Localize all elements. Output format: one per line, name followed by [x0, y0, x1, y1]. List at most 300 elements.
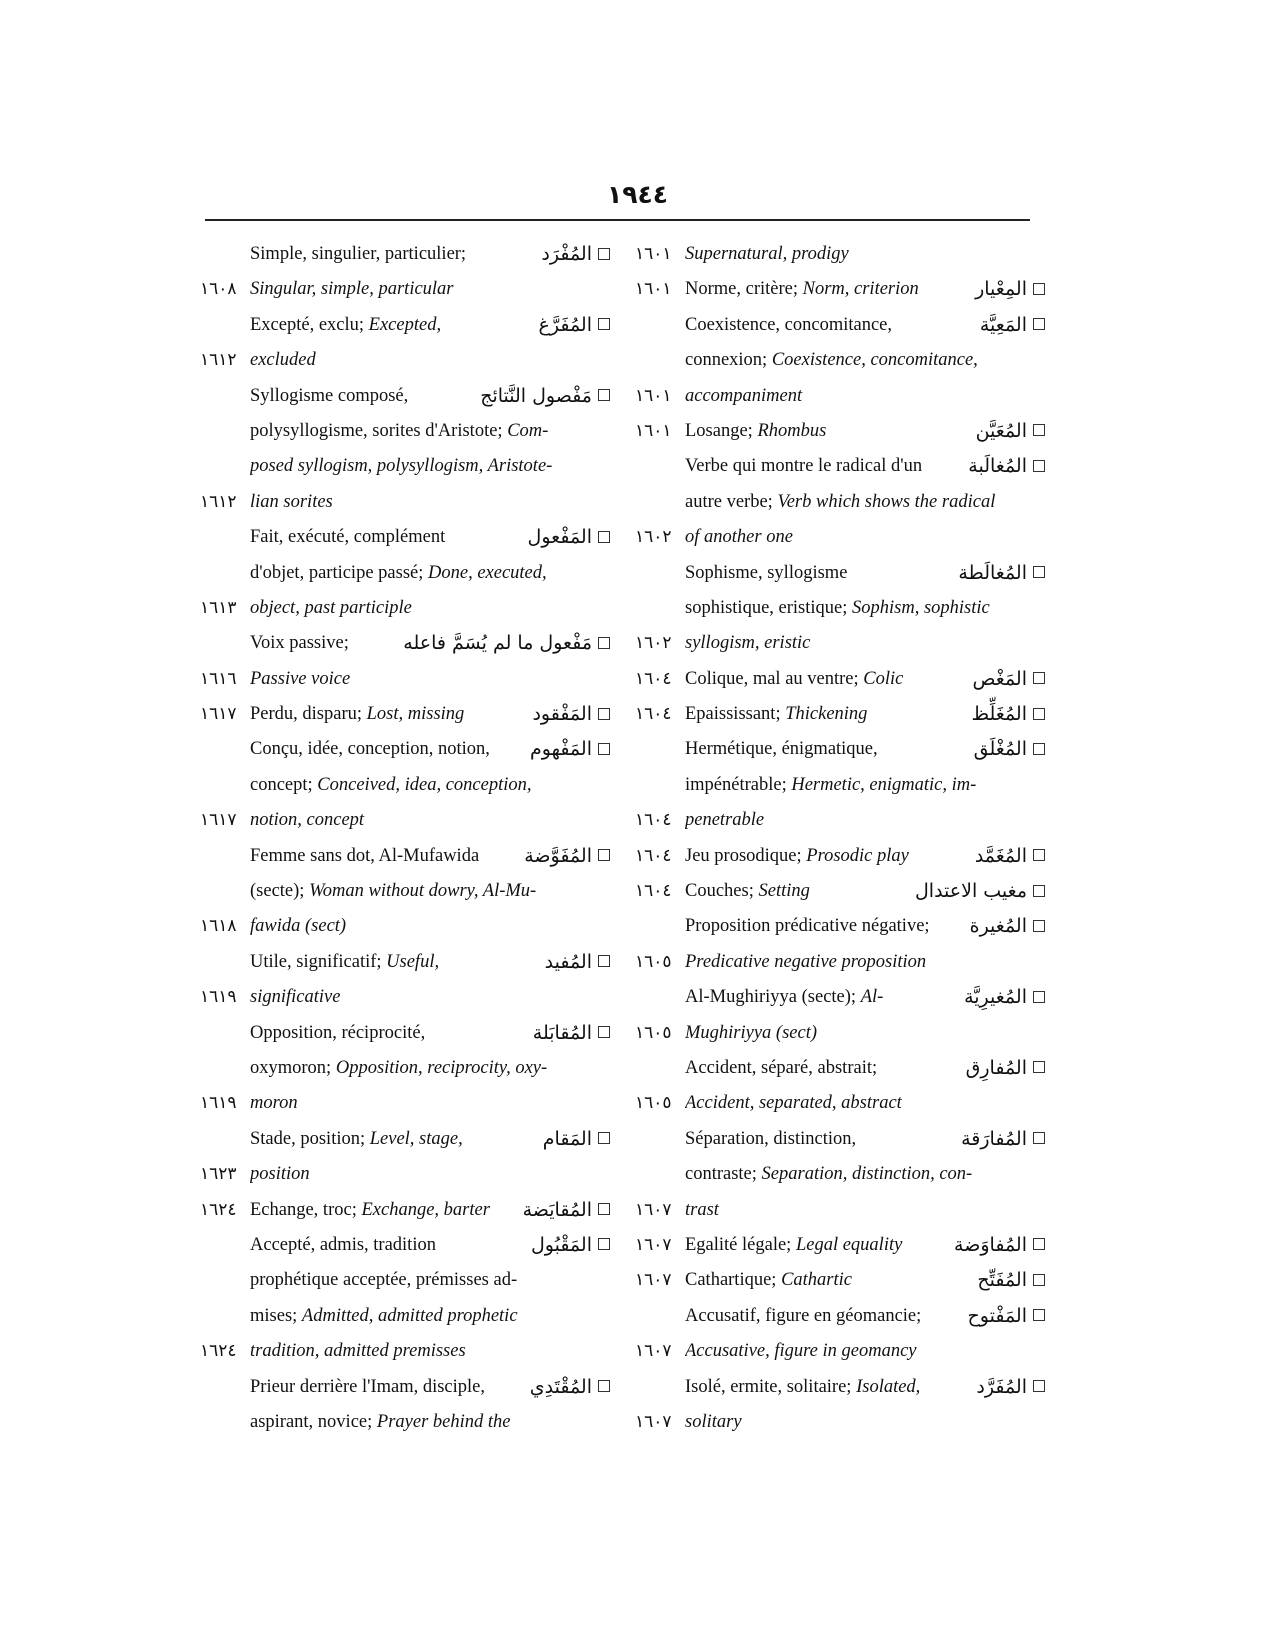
entry-line	[200, 556, 610, 591]
french-gloss: impénétrable;	[685, 774, 792, 795]
french-gloss: Jeu prosodique;	[685, 845, 807, 866]
entry-line	[635, 591, 1045, 626]
entry-bullet-icon	[598, 1380, 610, 1392]
entry-bullet-icon	[598, 708, 610, 720]
entry-text	[685, 414, 1000, 449]
entry-bullet-icon	[1033, 1274, 1045, 1286]
arabic-headword	[530, 732, 610, 767]
arabic-headword	[974, 732, 1045, 767]
english-gloss: Level, stage,	[369, 1128, 463, 1149]
reference-number: ١٦٠٧	[635, 1341, 672, 1362]
french-gloss: Stade, position;	[250, 1128, 370, 1149]
reference-number: ١٦١٦	[200, 668, 237, 689]
entry-line	[200, 591, 610, 626]
entry-line	[635, 1122, 1045, 1157]
arabic-term: مَفْعول ما لم يُسَمَّ فاعله	[403, 632, 592, 655]
reference-number: ١٦٠٥	[635, 951, 672, 972]
reference-number: ١٦٠٥	[635, 1093, 672, 1114]
french-gloss: Isolé, ermite, solitaire;	[685, 1376, 857, 1397]
entry-line	[635, 1263, 1045, 1298]
entry-text	[685, 308, 1000, 343]
english-gloss: Isolated,	[856, 1376, 921, 1397]
french-gloss: connexion;	[685, 350, 772, 371]
english-gloss: posed syllogism, polysyllogism, Aristote-	[250, 456, 553, 477]
english-gloss: Passive voice	[250, 668, 351, 689]
entry-line	[200, 379, 610, 414]
entry-text	[685, 237, 1035, 272]
arabic-headword	[539, 308, 610, 343]
entry-text	[250, 839, 565, 874]
entry-text	[685, 1228, 1000, 1263]
english-gloss: Sophism, sophistic	[852, 597, 990, 618]
english-gloss: Conceived, idea, conception,	[317, 774, 532, 795]
english-gloss: Exchange, barter	[361, 1199, 490, 1220]
entry-text	[685, 272, 1000, 307]
arabic-headword	[973, 662, 1046, 697]
french-gloss: Opposition, réciprocité,	[250, 1022, 426, 1043]
entry-line	[200, 803, 610, 838]
arabic-headword	[971, 697, 1045, 732]
arabic-headword	[524, 839, 610, 874]
arabic-headword	[976, 1370, 1045, 1405]
entry-text	[685, 1193, 1035, 1228]
entry-text	[250, 1051, 600, 1086]
entry-bullet-icon	[598, 637, 610, 649]
french-gloss: Simple, singulier, particulier;	[250, 244, 467, 264]
entry-line	[200, 1122, 610, 1157]
entry-bullet-icon	[598, 1132, 610, 1144]
entry-bullet-icon	[1033, 318, 1045, 330]
entry-text	[250, 1157, 600, 1192]
entry-line	[200, 1405, 610, 1440]
entry-text	[685, 1405, 1035, 1440]
english-gloss: Cathartic	[781, 1270, 852, 1291]
entry-line	[200, 697, 610, 732]
french-gloss: sophistique, eristique;	[685, 597, 852, 618]
arabic-term: المَفْقود	[532, 703, 592, 726]
entry-text	[685, 343, 1035, 378]
french-gloss: (secte);	[250, 881, 310, 902]
entry-text	[250, 980, 600, 1015]
english-gloss: Separation, distinction, con-	[761, 1164, 973, 1185]
entry-line	[635, 343, 1045, 378]
entry-line	[200, 626, 610, 661]
entry-bullet-icon	[598, 955, 610, 967]
english-gloss: Done, executed,	[428, 562, 547, 583]
entry-text	[250, 909, 600, 944]
entry-text	[250, 1370, 565, 1405]
english-gloss: Mughiriyya (sect)	[685, 1022, 818, 1043]
reference-number: ١٦٠٧	[635, 1199, 672, 1220]
entry-bullet-icon	[598, 1203, 610, 1215]
reference-number: ١٦٠١	[635, 420, 672, 441]
arabic-term: المُقْتَدِي	[529, 1375, 592, 1398]
entry-text	[250, 1193, 565, 1228]
entry-text	[685, 839, 1000, 874]
french-gloss: Coexistence, concomitance,	[685, 314, 893, 335]
entry-text	[685, 1299, 1000, 1334]
entry-bullet-icon	[1033, 1238, 1045, 1250]
arabic-term: المُغالَبة	[968, 455, 1027, 478]
arabic-term: المَقام	[542, 1127, 592, 1150]
entry-text	[685, 732, 1000, 767]
entry-text	[685, 1086, 1035, 1121]
english-gloss: lian sorites	[250, 491, 333, 512]
entry-text	[685, 803, 1035, 838]
entry-line	[200, 1193, 610, 1228]
french-gloss: Proposition prédicative négative;	[685, 916, 930, 937]
entry-line	[200, 1051, 610, 1086]
entry-line	[200, 980, 610, 1015]
entry-line	[635, 308, 1045, 343]
english-gloss: Hermetic, enigmatic, im-	[791, 774, 977, 795]
reference-number: ١٦٠٥	[635, 1022, 672, 1043]
french-gloss: Echange, troc;	[250, 1199, 362, 1220]
reference-number: ١٦١٢	[200, 491, 237, 512]
french-gloss: Excepté, exclu;	[250, 314, 369, 335]
entry-line	[635, 1051, 1045, 1086]
entry-text	[250, 803, 600, 838]
arabic-term: المُغيرِيَّة	[964, 986, 1027, 1009]
entry-line	[635, 1405, 1045, 1440]
entry-bullet-icon	[1033, 1061, 1045, 1073]
reference-number: ١٦٠٤	[635, 810, 672, 831]
entry-text	[250, 874, 600, 909]
reference-number: ١٦١٧	[200, 704, 237, 725]
entry-line	[200, 1370, 610, 1405]
arabic-headword	[954, 1228, 1045, 1263]
english-gloss: accompaniment	[685, 385, 803, 406]
entry-line	[200, 1086, 610, 1121]
arabic-term: مَفْصول النَّتائج	[480, 384, 592, 407]
english-gloss: Supernatural, prodigy	[685, 244, 849, 264]
entry-line	[635, 662, 1045, 697]
reference-number: ١٦٠٧	[635, 1234, 672, 1255]
french-gloss: Verbe qui montre le radical d'un	[685, 456, 923, 477]
entry-text	[685, 556, 1000, 591]
arabic-headword	[915, 874, 1045, 909]
arabic-term: المَفْهوم	[529, 738, 592, 761]
french-gloss: Prieur derrière l'Imam, disciple,	[250, 1376, 486, 1397]
french-gloss: Norme, critère;	[685, 279, 803, 300]
arabic-headword	[523, 1193, 610, 1228]
english-gloss: Rhombus	[757, 420, 827, 441]
entry-text	[685, 1122, 1000, 1157]
entry-text	[685, 449, 1000, 484]
entry-line	[200, 945, 610, 980]
entry-text	[685, 909, 1000, 944]
entry-bullet-icon	[598, 531, 610, 543]
arabic-term: المَفْعول	[527, 526, 592, 549]
entry-line	[200, 1299, 610, 1334]
arabic-headword	[968, 1299, 1045, 1334]
arabic-term: المَفْتوح	[967, 1304, 1027, 1327]
french-gloss: Hermétique, énigmatique,	[685, 739, 878, 760]
entry-line	[635, 485, 1045, 520]
english-gloss: Singular, simple, particular	[250, 279, 454, 300]
english-gloss: object, past participle	[250, 597, 412, 618]
arabic-headword	[533, 1016, 610, 1051]
entry-text	[685, 485, 1035, 520]
reference-number: ١٦١٢	[200, 350, 237, 371]
entry-text	[250, 1228, 565, 1263]
english-gloss: penetrable	[685, 810, 765, 831]
french-gloss: Epaississant;	[685, 704, 786, 725]
entry-text	[685, 768, 1035, 803]
reference-number: ١٦٠٢	[635, 527, 672, 548]
english-gloss: Com-	[507, 420, 549, 441]
french-gloss: Syllogisme composé,	[250, 385, 409, 406]
reference-number: ١٦١٩	[200, 987, 237, 1008]
reference-number: ١٦٠١	[635, 385, 672, 406]
arabic-headword	[961, 1122, 1045, 1157]
arabic-term: مغيب الاعتدال	[914, 880, 1027, 903]
entry-line	[200, 449, 610, 484]
entry-bullet-icon	[598, 389, 610, 401]
entry-text	[685, 1016, 1035, 1051]
french-gloss: concept;	[250, 774, 318, 795]
entry-text	[250, 485, 600, 520]
arabic-headword	[958, 556, 1045, 591]
left-column	[200, 237, 610, 1440]
entry-text	[685, 1051, 1000, 1086]
entry-text	[250, 1263, 600, 1298]
entry-bullet-icon	[1033, 1309, 1045, 1321]
entry-line	[635, 945, 1045, 980]
english-gloss: Thickening	[785, 704, 868, 725]
arabic-headword	[545, 945, 610, 980]
entry-line	[635, 732, 1045, 767]
french-gloss: aspirant, novice;	[250, 1411, 377, 1432]
english-gloss: significative	[250, 987, 341, 1008]
entry-bullet-icon	[1033, 460, 1045, 472]
french-gloss: Cathartique;	[685, 1270, 782, 1291]
entry-line	[200, 272, 610, 307]
entry-bullet-icon	[598, 849, 610, 861]
arabic-term: المُغالَطة	[958, 561, 1027, 584]
french-gloss: polysyllogisme, sorites d'Aristote;	[250, 420, 508, 441]
entry-line	[200, 874, 610, 909]
reference-number: ١٦٢٣	[200, 1164, 237, 1185]
arabic-headword	[970, 909, 1045, 944]
french-gloss: Accident, séparé, abstrait;	[685, 1057, 878, 1078]
arabic-headword	[976, 414, 1045, 449]
entry-line	[200, 732, 610, 767]
english-gloss: Accident, separated, abstract	[685, 1093, 902, 1114]
entry-line	[635, 379, 1045, 414]
entry-line	[635, 1157, 1045, 1192]
french-gloss: Conçu, idée, conception, notion,	[250, 739, 490, 760]
english-gloss: Colic	[863, 668, 904, 689]
arabic-term: المُفَتِّح	[977, 1269, 1027, 1292]
arabic-term: المَعِيَّة	[979, 313, 1027, 336]
arabic-term: المُفيد	[544, 950, 592, 973]
reference-number: ١٦٠١	[635, 244, 672, 264]
reference-number: ١٦٠١	[635, 279, 672, 300]
entry-bullet-icon	[1033, 1132, 1045, 1144]
arabic-term: المِعْيار	[975, 278, 1027, 301]
entry-text	[250, 414, 600, 449]
entry-text	[250, 662, 600, 697]
entry-text	[685, 379, 1035, 414]
french-gloss: Sophisme, syllogisme	[685, 562, 848, 583]
french-gloss: Al-Mughiriyya (secte);	[685, 987, 861, 1008]
reference-number: ١٦١٧	[200, 810, 237, 831]
reference-number: ١٦١٣	[200, 597, 237, 618]
reference-number: ١٦٠٤	[635, 704, 672, 725]
entry-line	[635, 1193, 1045, 1228]
entry-line	[200, 343, 610, 378]
entry-text	[685, 945, 1035, 980]
entry-text	[250, 556, 600, 591]
reference-number: ١٦٠٨	[200, 279, 237, 300]
entry-bullet-icon	[1033, 708, 1045, 720]
arabic-term: المُفَرَّغ	[538, 313, 592, 336]
entry-line	[635, 1334, 1045, 1369]
entry-bullet-icon	[1033, 885, 1045, 897]
entry-text	[250, 343, 600, 378]
entry-line	[200, 909, 610, 944]
entry-text	[685, 1263, 1000, 1298]
entry-line	[635, 768, 1045, 803]
entry-bullet-icon	[598, 1026, 610, 1038]
entry-text	[250, 591, 600, 626]
entry-bullet-icon	[1033, 283, 1045, 295]
entry-line	[635, 803, 1045, 838]
english-gloss: Excepted,	[368, 314, 442, 335]
english-gloss: solitary	[685, 1411, 742, 1432]
arabic-headword	[531, 1228, 610, 1263]
english-gloss: Verb which shows the radical	[777, 491, 996, 512]
english-gloss: Woman without dowry, Al-Mu-	[309, 881, 537, 902]
french-gloss: Accusatif, figure en géomancie;	[685, 1305, 922, 1326]
entry-text	[685, 591, 1035, 626]
entry-text	[685, 1157, 1035, 1192]
arabic-headword	[532, 697, 610, 732]
entry-line	[635, 520, 1045, 555]
entry-bullet-icon	[598, 248, 610, 260]
arabic-headword	[966, 1051, 1045, 1086]
entry-bullet-icon	[1033, 743, 1045, 755]
entry-bullet-icon	[1033, 424, 1045, 436]
arabic-term: المُغيرة	[969, 915, 1027, 938]
arabic-headword	[543, 1122, 610, 1157]
french-gloss: mises;	[250, 1305, 302, 1326]
entry-text	[685, 980, 1000, 1015]
reference-number: ١٦٠٤	[635, 845, 672, 866]
arabic-headword	[980, 308, 1045, 343]
french-gloss: Fait, exécuté, complément	[250, 527, 446, 548]
arabic-headword	[977, 1263, 1045, 1298]
french-gloss: Accepté, admis, tradition	[250, 1234, 436, 1255]
entry-text	[250, 308, 565, 343]
french-gloss: Voix passive;	[250, 633, 349, 654]
english-gloss: position	[250, 1164, 310, 1185]
arabic-term: المُغَلِّظ	[971, 703, 1027, 726]
reference-number: ١٦٢٤	[200, 1199, 237, 1220]
arabic-term: المَقْبُول	[530, 1233, 592, 1256]
entry-line	[200, 485, 610, 520]
entry-line	[635, 1228, 1045, 1263]
entry-line	[635, 1086, 1045, 1121]
entry-line	[200, 839, 610, 874]
english-gloss: Prayer behind the	[376, 1411, 511, 1432]
entry-line	[635, 980, 1045, 1015]
entry-line	[200, 1263, 610, 1298]
page-number: ١٩٤٤	[606, 180, 669, 209]
french-gloss: Losange;	[685, 420, 758, 441]
arabic-headword	[403, 626, 610, 661]
entry-line	[635, 1370, 1045, 1405]
entry-line	[200, 237, 610, 272]
english-gloss: moron	[250, 1093, 298, 1114]
reference-number: ١٦٠٤	[635, 668, 672, 689]
entry-line	[200, 520, 610, 555]
entry-text	[685, 626, 1035, 661]
entry-line	[635, 697, 1045, 732]
entry-bullet-icon	[598, 743, 610, 755]
english-gloss: Setting	[758, 881, 810, 902]
arabic-headword	[528, 520, 610, 555]
entry-text	[685, 1370, 1000, 1405]
french-gloss: contraste;	[685, 1164, 762, 1185]
reference-number: ١٦٢٤	[200, 1341, 237, 1362]
entry-bullet-icon	[1033, 672, 1045, 684]
english-gloss: tradition, admitted premisses	[250, 1341, 466, 1362]
reference-number: ١٦١٨	[200, 916, 237, 937]
english-gloss: trast	[685, 1199, 719, 1220]
arabic-headword	[541, 237, 610, 272]
english-gloss: syllogism, eristic	[685, 633, 811, 654]
french-gloss: Utile, significatif;	[250, 951, 387, 972]
french-gloss: autre verbe;	[685, 491, 778, 512]
french-gloss: d'objet, participe passé;	[250, 562, 428, 583]
arabic-term: المُعَيَّن	[975, 419, 1027, 442]
entry-line	[200, 1334, 610, 1369]
entry-bullet-icon	[1033, 1380, 1045, 1392]
english-gloss: Norm, criterion	[802, 279, 919, 300]
reference-number: ١٦٠٧	[635, 1270, 672, 1291]
header-rule	[205, 219, 1030, 221]
arabic-term: المُغْلَق	[973, 738, 1027, 761]
arabic-term: المُفَرَّد	[976, 1375, 1027, 1398]
french-gloss: Séparation, distinction,	[685, 1128, 857, 1149]
entry-line	[200, 308, 610, 343]
entry-bullet-icon	[1033, 991, 1045, 1003]
reference-number: ١٦٠٢	[635, 633, 672, 654]
arabic-headword	[964, 980, 1045, 1015]
entry-text	[250, 1405, 600, 1440]
english-gloss: Predicative negative proposition	[685, 951, 927, 972]
english-gloss: fawida (sect)	[250, 916, 347, 937]
reference-number: ١٦١٩	[200, 1093, 237, 1114]
arabic-term: المُقايَضة	[522, 1198, 592, 1221]
entry-bullet-icon	[1033, 920, 1045, 932]
english-gloss: Prosodic play	[806, 845, 909, 866]
entry-line	[200, 1157, 610, 1192]
entry-line	[635, 414, 1045, 449]
english-gloss: Admitted, admitted prophetic	[301, 1305, 518, 1326]
entry-text	[250, 732, 565, 767]
arabic-headword	[968, 449, 1045, 484]
english-gloss: Accusative, figure in geomancy	[685, 1341, 917, 1362]
reference-number: ١٦٠٤	[635, 881, 672, 902]
entry-text	[685, 520, 1035, 555]
entry-text	[250, 768, 600, 803]
entry-bullet-icon	[598, 1238, 610, 1250]
arabic-term: المُفارِق	[965, 1056, 1027, 1079]
entry-text	[250, 272, 600, 307]
